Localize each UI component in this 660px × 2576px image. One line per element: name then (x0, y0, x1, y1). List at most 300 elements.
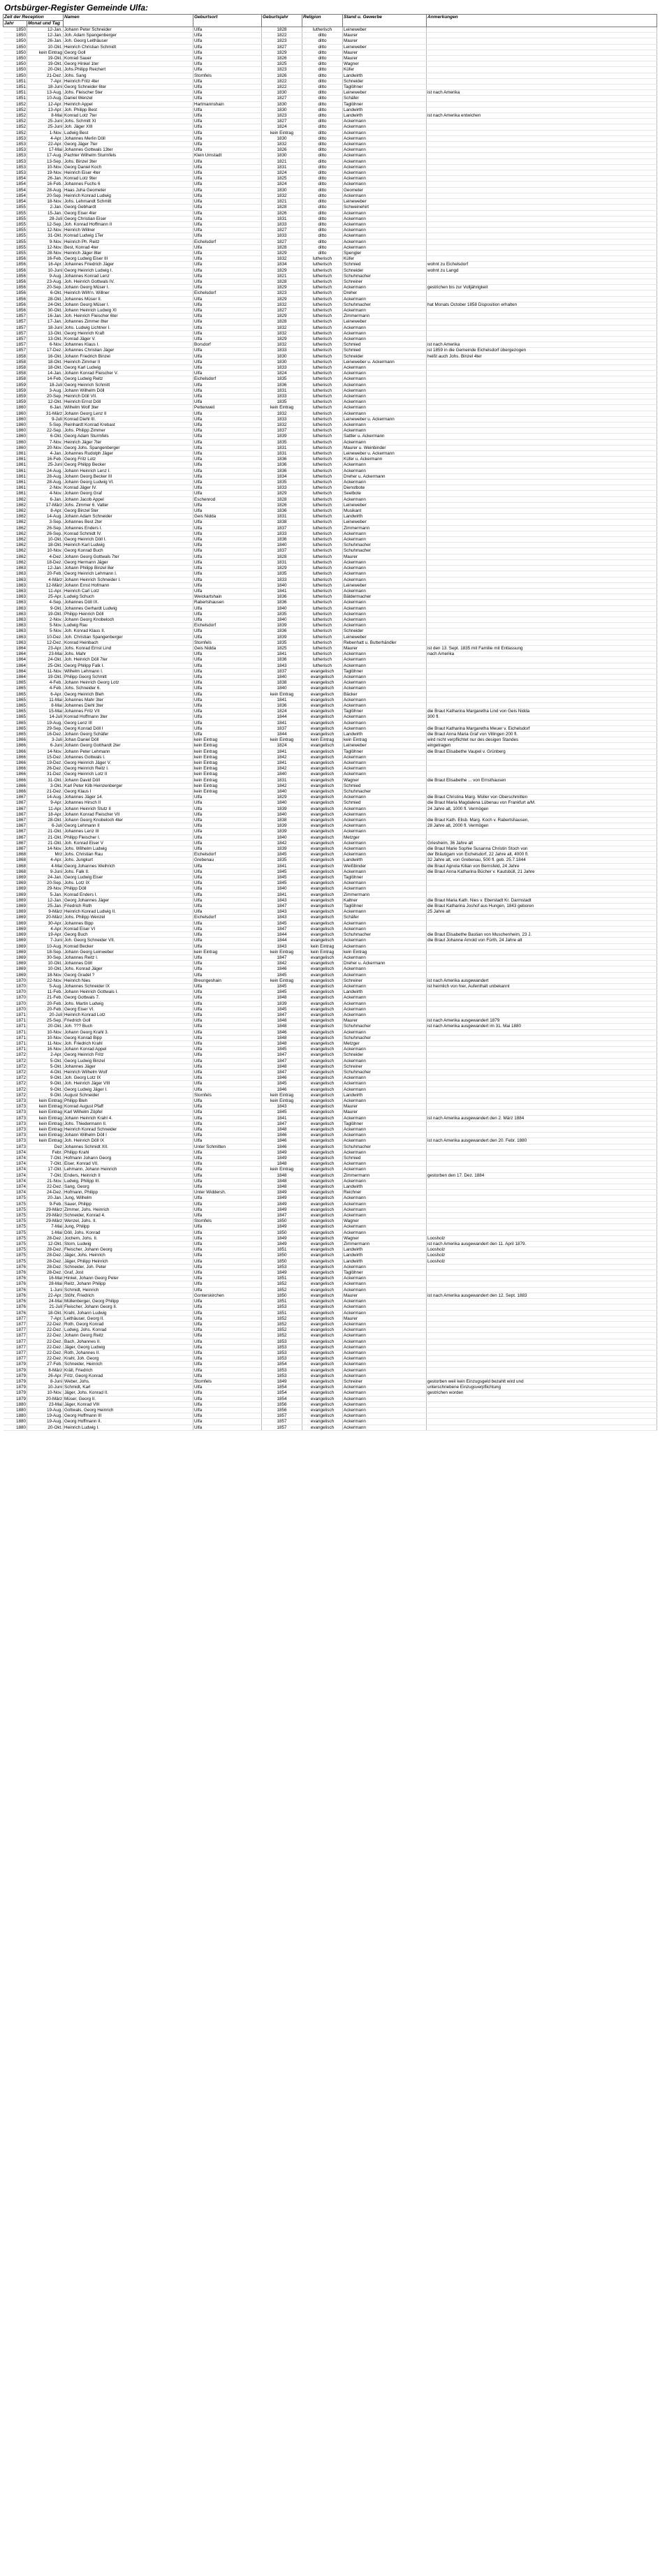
cell-birthplace: Stornfels (193, 1092, 262, 1098)
cell-birthplace: Ulfa (193, 1339, 262, 1344)
cell-name: Georg Konrad Buch (64, 548, 193, 554)
cell-religion: evangelisch (302, 1253, 343, 1258)
cell-notes: die Braut Marie Sophie Susanna Christin Stoch von (427, 846, 657, 852)
cell-religion: evangelisch (302, 966, 343, 972)
cell-religion: evangelisch (302, 1287, 343, 1293)
cell-name: Johs. Thiedermann II. (64, 1121, 193, 1126)
cell-religion: lutherisch (302, 657, 343, 663)
cell-year: 1850 (3, 27, 27, 33)
cell-year: 1869 (3, 915, 27, 920)
cell-notes (427, 1270, 657, 1276)
cell-birthyear: 1840 (262, 582, 302, 588)
cell-date: 9-Juni (27, 869, 64, 874)
cell-year: 1860 (3, 445, 27, 450)
cell-notes (427, 250, 657, 256)
cell-birthplace: Ulfa (193, 1350, 262, 1355)
cell-date: 28-Dez. (27, 1253, 64, 1258)
cell-status: Schuhmacher (343, 543, 427, 548)
cell-birthyear: 1840 (262, 772, 302, 777)
cell-notes: Griesheim, 36 Jahre alt (427, 840, 657, 846)
cell-status: Ackermann (343, 159, 427, 164)
cell-status: Taglöhner (343, 1270, 427, 1276)
cell-year: 1858 (3, 365, 27, 370)
table-row (3, 1052, 657, 1058)
cell-birthplace: Ulfa (193, 720, 262, 726)
cell-religion: evangelisch (302, 1012, 343, 1017)
cell-status: Maurer (343, 50, 427, 55)
table-row (3, 892, 657, 897)
cell-birthplace: Ulfa (193, 1047, 262, 1052)
cell-birthyear: 1835 (262, 640, 302, 645)
cell-birthyear: kein Eintrag (262, 130, 302, 135)
cell-birthplace: Ulfa (193, 554, 262, 559)
cell-status: Ackermann (343, 1385, 427, 1390)
cell-name: Jäger, Georg Ludwig (64, 1344, 193, 1350)
table-row (3, 628, 657, 634)
cell-date: 9-Nov. (27, 239, 64, 244)
cell-notes (427, 1149, 657, 1155)
cell-status: Ackermann (343, 1287, 427, 1293)
cell-status: Ackermann (343, 605, 427, 611)
cell-notes (427, 1092, 657, 1098)
cell-date: 21-Juli (27, 1304, 64, 1310)
cell-year: 1874 (3, 1172, 27, 1178)
cell-name: Krahl, Joh. Georg (64, 1356, 193, 1362)
header-birthplace: Geburtsort (193, 15, 262, 27)
cell-birthyear: 1823 (262, 38, 302, 44)
cell-status: Ackermann (343, 1401, 427, 1407)
cell-religion: evangelisch (302, 1224, 343, 1230)
cell-birthplace: Ulfa (193, 56, 262, 61)
cell-religion: evangelisch (302, 1006, 343, 1012)
cell-year: 1875 (3, 1242, 27, 1247)
cell-birthplace: Ulfa (193, 525, 262, 531)
cell-year: 1866 (3, 743, 27, 749)
cell-year: 1865 (3, 714, 27, 720)
cell-birthplace: Ulfa (193, 170, 262, 176)
cell-date: 26-Jan. (27, 38, 64, 44)
cell-religion: evangelisch (302, 743, 343, 749)
cell-name: Jäger, Johs. Heinrich (64, 1253, 193, 1258)
cell-religion: evangelisch (302, 1047, 343, 1052)
cell-status: Schuhmacher (343, 1024, 427, 1029)
cell-year: 1869 (3, 875, 27, 881)
cell-year: 1868 (3, 863, 27, 869)
cell-name: Joh. Heinrich Jäger VIII (64, 1081, 193, 1087)
table-row (3, 806, 657, 811)
cell-birthyear: 1851 (262, 1276, 302, 1281)
cell-birthyear: 1836 (262, 508, 302, 514)
cell-birthplace: Ulfa (193, 1419, 262, 1425)
table-row (3, 210, 657, 216)
cell-birthyear: 1847 (262, 1213, 302, 1219)
cell-name: Müllenberger, Georg Philipp (64, 1299, 193, 1304)
cell-birthyear: 1829 (262, 566, 302, 571)
cell-year: 1852 (3, 113, 27, 119)
cell-notes (427, 1321, 657, 1327)
cell-year: 1875 (3, 1219, 27, 1224)
cell-notes: ist 1859 in die Gemeinde Eichelsdorf übergezogen (427, 348, 657, 353)
cell-birthyear: 1846 (262, 966, 302, 972)
table-row (3, 142, 657, 147)
cell-notes (427, 428, 657, 434)
cell-year: 1865 (3, 731, 27, 737)
cell-birthyear: 1830 (262, 187, 302, 193)
cell-date: 15-Dez. (27, 754, 64, 760)
cell-name: Krahl, Johann Ludwig (64, 1310, 193, 1316)
cell-name: Wilhelm Wolf 3ter (64, 405, 193, 411)
cell-religion: evangelisch (302, 789, 343, 795)
table-row (3, 113, 657, 119)
cell-birthplace: Ulfa (193, 1401, 262, 1407)
cell-name: Enders, Heinrich II (64, 1172, 193, 1178)
cell-year: 1880 (3, 1425, 27, 1430)
table-row (3, 594, 657, 600)
table-row (3, 290, 657, 296)
cell-status: Spengler (343, 250, 427, 256)
cell-birthyear: 1838 (262, 818, 302, 823)
cell-notes (427, 502, 657, 508)
cell-name: Johann Georg Graf (64, 491, 193, 496)
cell-status: Ackermann (343, 1396, 427, 1401)
cell-religion: evangelisch (302, 1356, 343, 1362)
cell-birthyear: 1830 (262, 107, 302, 112)
cell-date: 25-Jan. (27, 904, 64, 909)
cell-date: 9-Aug. (27, 273, 64, 279)
cell-name: Georg Hoffmann II. (64, 1419, 193, 1425)
cell-year: 1861 (3, 457, 27, 462)
cell-status: Schneider (343, 78, 427, 84)
cell-year: 1860 (3, 416, 27, 422)
cell-religion: evangelisch (302, 731, 343, 737)
cell-religion: ditto (302, 142, 343, 147)
cell-notes (427, 411, 657, 416)
cell-year: 1868 (3, 869, 27, 874)
cell-date: 22-Dez. (27, 1333, 64, 1339)
cell-birthyear: 1836 (262, 382, 302, 388)
cell-birthplace: Ulfa (193, 1270, 262, 1276)
cell-status: Ackermann (343, 142, 427, 147)
cell-date: 13-Okt. (27, 336, 64, 341)
cell-name: Johannes Christian Jäger (64, 348, 193, 353)
cell-year: 1853 (3, 159, 27, 164)
cell-name: Heinrich Karl Ludwig (64, 543, 193, 548)
cell-religion: kein Eintrag (302, 943, 343, 949)
cell-date: 19-Apr. (27, 932, 64, 938)
cell-date: 22-Apr. (27, 1293, 64, 1298)
cell-status: Ackermann (343, 1350, 427, 1355)
table-row (3, 983, 657, 989)
table-row (3, 657, 657, 663)
cell-notes (427, 319, 657, 325)
table-row (3, 296, 657, 302)
cell-year: 1859 (3, 399, 27, 405)
cell-name: Heinrich Ludwig I. (64, 1425, 193, 1430)
cell-name: Johann Georg Leinweber (64, 949, 193, 955)
cell-name: Philipp Krahl (64, 1149, 193, 1155)
cell-date: 20-Jan. (27, 1195, 64, 1201)
cell-religion: evangelisch (302, 709, 343, 714)
table-row (3, 256, 657, 262)
cell-birthyear: 1824 (262, 170, 302, 176)
cell-year: 1861 (3, 468, 27, 473)
cell-notes (427, 119, 657, 124)
cell-status: Ackermann (343, 686, 427, 691)
cell-status: Ackermann (343, 714, 427, 720)
cell-birthplace: Ulfa (193, 262, 262, 267)
cell-birthplace: Ulfa (193, 348, 262, 353)
cell-birthplace: Ulfa (193, 1310, 262, 1316)
cell-name: Heinrich Jäger 7ter (64, 439, 193, 445)
cell-birthplace: Ulfa (193, 1104, 262, 1110)
cell-religion: lutherisch (302, 27, 343, 33)
cell-year: 1865 (3, 680, 27, 686)
table-row (3, 130, 657, 135)
cell-birthplace: Ulfa (193, 1133, 262, 1138)
table-row (3, 273, 657, 279)
cell-religion: ditto (302, 130, 343, 135)
cell-religion: evangelisch (302, 686, 343, 691)
cell-date: 18-Okt. (27, 365, 64, 370)
cell-birthplace: Ulfa (193, 451, 262, 457)
cell-year: 1868 (3, 858, 27, 863)
cell-year: 1873 (3, 1133, 27, 1138)
cell-birthplace: Ulfa (193, 422, 262, 428)
cell-status: Landwirth (343, 731, 427, 737)
cell-notes (427, 210, 657, 216)
cell-notes (427, 1362, 657, 1367)
cell-status: Ackermann (343, 233, 427, 239)
cell-notes (427, 634, 657, 640)
cell-birthyear: 1845 (262, 989, 302, 995)
table-row (3, 1299, 657, 1304)
cell-religion: evangelisch (302, 697, 343, 702)
cell-birthplace: Ulfa (193, 1281, 262, 1287)
cell-name: Best, Konrad 4ter (64, 244, 193, 250)
cell-year: 1866 (3, 772, 27, 777)
cell-notes (427, 1207, 657, 1212)
cell-birthplace: Ulfa (193, 566, 262, 571)
cell-birthyear: 1837 (262, 668, 302, 674)
cell-notes (427, 566, 657, 571)
table-row (3, 1293, 657, 1298)
cell-notes: 25 Jahre alt (427, 909, 657, 915)
cell-date: 1-Nov. (27, 130, 64, 135)
cell-name: Konrad Jäger V. (64, 336, 193, 341)
cell-status: Ackermann (343, 1195, 427, 1201)
cell-year: 1856 (3, 302, 27, 307)
cell-birthplace: Ulfa (193, 1001, 262, 1006)
cell-name: Georg Philipp Becker (64, 462, 193, 468)
cell-notes (427, 84, 657, 90)
cell-birthplace: Ulfa (193, 491, 262, 496)
cell-religion: evangelisch (302, 1069, 343, 1075)
cell-birthyear: 1845 (262, 1081, 302, 1087)
cell-date: 10-Nov. (27, 1029, 64, 1035)
table-row (3, 645, 657, 651)
cell-date: 4-Jan. (27, 451, 64, 457)
table-row (3, 38, 657, 44)
cell-name: Johann Heinrich Schneider I. (64, 577, 193, 582)
cell-year: 1879 (3, 1373, 27, 1378)
cell-notes (427, 1425, 657, 1430)
cell-date: 20-Sep. (27, 394, 64, 399)
cell-date: 28-Juli (27, 216, 64, 221)
cell-year: 1861 (3, 485, 27, 491)
table-row (3, 1161, 657, 1167)
cell-status: Ackermann (343, 806, 427, 811)
cell-name: Schneider, Konrad 4. (64, 1213, 193, 1219)
cell-birthplace: Ulfa (193, 228, 262, 233)
cell-date: 25-Sep. (27, 1018, 64, 1024)
cell-religion: ditto (302, 96, 343, 101)
cell-notes (427, 193, 657, 198)
cell-birthplace: Ulfa (193, 1299, 262, 1304)
cell-name: Johann Adam Schneider (64, 514, 193, 520)
cell-birthyear: 1835 (262, 399, 302, 405)
cell-birthplace: Ulfa (193, 416, 262, 422)
cell-year: 1879 (3, 1385, 27, 1390)
cell-notes (427, 600, 657, 605)
cell-religion: ditto (302, 147, 343, 153)
cell-notes (427, 1195, 657, 1201)
cell-date: 30-Apr. (27, 920, 64, 926)
cell-name: Georg Heinrich Fritz (64, 1052, 193, 1058)
cell-year: 1855 (3, 239, 27, 244)
table-row (3, 938, 657, 943)
cell-name: Heinrich Zimmer II (64, 359, 193, 365)
cell-birthplace: Stornfels (193, 640, 262, 645)
cell-birthplace: Eichelsdorf (193, 376, 262, 382)
cell-status: Ackermann (343, 182, 427, 187)
cell-date: 10-Juni (27, 267, 64, 273)
cell-year: 1869 (3, 904, 27, 909)
cell-religion: lutherisch (302, 543, 343, 548)
cell-name: Heinrich Wilhelm Wolf (64, 1069, 193, 1075)
cell-date: 12-Okt. (27, 1242, 64, 1247)
cell-religion: lutherisch (302, 422, 343, 428)
cell-year: 1869 (3, 938, 27, 943)
cell-birthplace: Rabertshausen (193, 600, 262, 605)
table-row (3, 250, 657, 256)
cell-status: Leineweber (343, 44, 427, 50)
table-row (3, 1339, 657, 1344)
cell-birthyear: 1837 (262, 525, 302, 531)
cell-date: 12-Jan. (27, 566, 64, 571)
cell-birthyear: 1852 (262, 1287, 302, 1293)
cell-birthplace: Ulfa (193, 989, 262, 995)
cell-date: 30-Sep. (27, 955, 64, 960)
cell-notes (427, 1281, 657, 1287)
cell-notes (427, 1167, 657, 1172)
cell-status: Leineweber (343, 27, 427, 33)
cell-date: 3-Sep. (27, 520, 64, 525)
cell-religion: ditto (302, 239, 343, 244)
table-row (3, 267, 657, 273)
cell-date: 28-Dez. (27, 1235, 64, 1241)
cell-notes: Loosholz (427, 1253, 657, 1258)
cell-date: 20-Okt. (27, 1024, 64, 1029)
cell-status: Ackermann (343, 1075, 427, 1081)
cell-birthplace: Ulfa (193, 892, 262, 897)
table-row (3, 1001, 657, 1006)
cell-name: Johannes Gottwals 13ter (64, 147, 193, 153)
cell-religion: evangelisch (302, 1207, 343, 1212)
table-row (3, 972, 657, 978)
cell-notes (427, 1081, 657, 1087)
cell-notes (427, 33, 657, 38)
cell-status: Schuhmacher (343, 789, 427, 795)
cell-status: Ackermann (343, 1087, 427, 1092)
cell-birthplace: Ulfa (193, 1195, 262, 1201)
cell-year: 1855 (3, 210, 27, 216)
cell-year: 1876 (3, 1281, 27, 1287)
table-row (3, 989, 657, 995)
table-row (3, 800, 657, 806)
cell-year: 1853 (3, 170, 27, 176)
cell-date: kein Eintrag (27, 1104, 64, 1110)
cell-status: Ackermann (343, 1149, 427, 1155)
cell-birthplace: Ulfa (193, 176, 262, 182)
cell-birthyear: 1839 (262, 434, 302, 439)
cell-name: Heinrich Konrad Schneider (64, 1127, 193, 1133)
cell-year: 1867 (3, 800, 27, 806)
cell-notes: 24 Jahre alt, 1000 fl. Vermögen (427, 806, 657, 811)
table-row (3, 491, 657, 496)
cell-year: 1867 (3, 829, 27, 834)
cell-notes (427, 915, 657, 920)
table-row (3, 73, 657, 78)
table-row (3, 543, 657, 548)
cell-date: kein Eintrag (27, 1121, 64, 1126)
cell-name: Philipp Fleischer I. (64, 834, 193, 840)
cell-year: 1875 (3, 1213, 27, 1219)
cell-religion: kein Eintrag (302, 949, 343, 955)
table-row (3, 582, 657, 588)
cell-birthyear: 1854 (262, 1385, 302, 1390)
cell-name: Konrad Schmidt IV. (64, 531, 193, 536)
cell-birthplace: Ulfa (193, 1425, 262, 1430)
cell-birthyear: 1840 (262, 800, 302, 806)
cell-religion: evangelisch (302, 1190, 343, 1195)
cell-religion: evangelisch (302, 1115, 343, 1121)
cell-name: Johann Ernst Hofmann (64, 582, 193, 588)
cell-status: Ackermann (343, 1201, 427, 1207)
cell-religion: ditto (302, 44, 343, 50)
cell-status: Metzger (343, 834, 427, 840)
cell-name: Jäger, Johs. Konrad II. (64, 1390, 193, 1396)
cell-date: 6-Nov. (27, 342, 64, 348)
cell-date: 2-Apr. (27, 1052, 64, 1058)
cell-birthplace: Ulfa (193, 1304, 262, 1310)
cell-name: Georg Daniel Koch (64, 164, 193, 170)
cell-notes (427, 228, 657, 233)
cell-name: Johann Georg Reitz (64, 1333, 193, 1339)
cell-religion: ditto (302, 113, 343, 119)
cell-notes (427, 674, 657, 679)
cell-name: Georg Gebhardt (64, 205, 193, 210)
table-row (3, 153, 657, 159)
cell-birthplace: kein Eintrag (193, 754, 262, 760)
cell-birthyear: 1849 (262, 1242, 302, 1247)
cell-name: Heinrich Willner (64, 228, 193, 233)
table-row (3, 920, 657, 926)
cell-birthyear: 1837 (262, 548, 302, 554)
cell-year: 1875 (3, 1253, 27, 1258)
cell-date: 24-Mai (27, 1299, 64, 1304)
cell-birthplace: Weickartshain (193, 594, 262, 600)
cell-religion: lutherisch (302, 559, 343, 565)
